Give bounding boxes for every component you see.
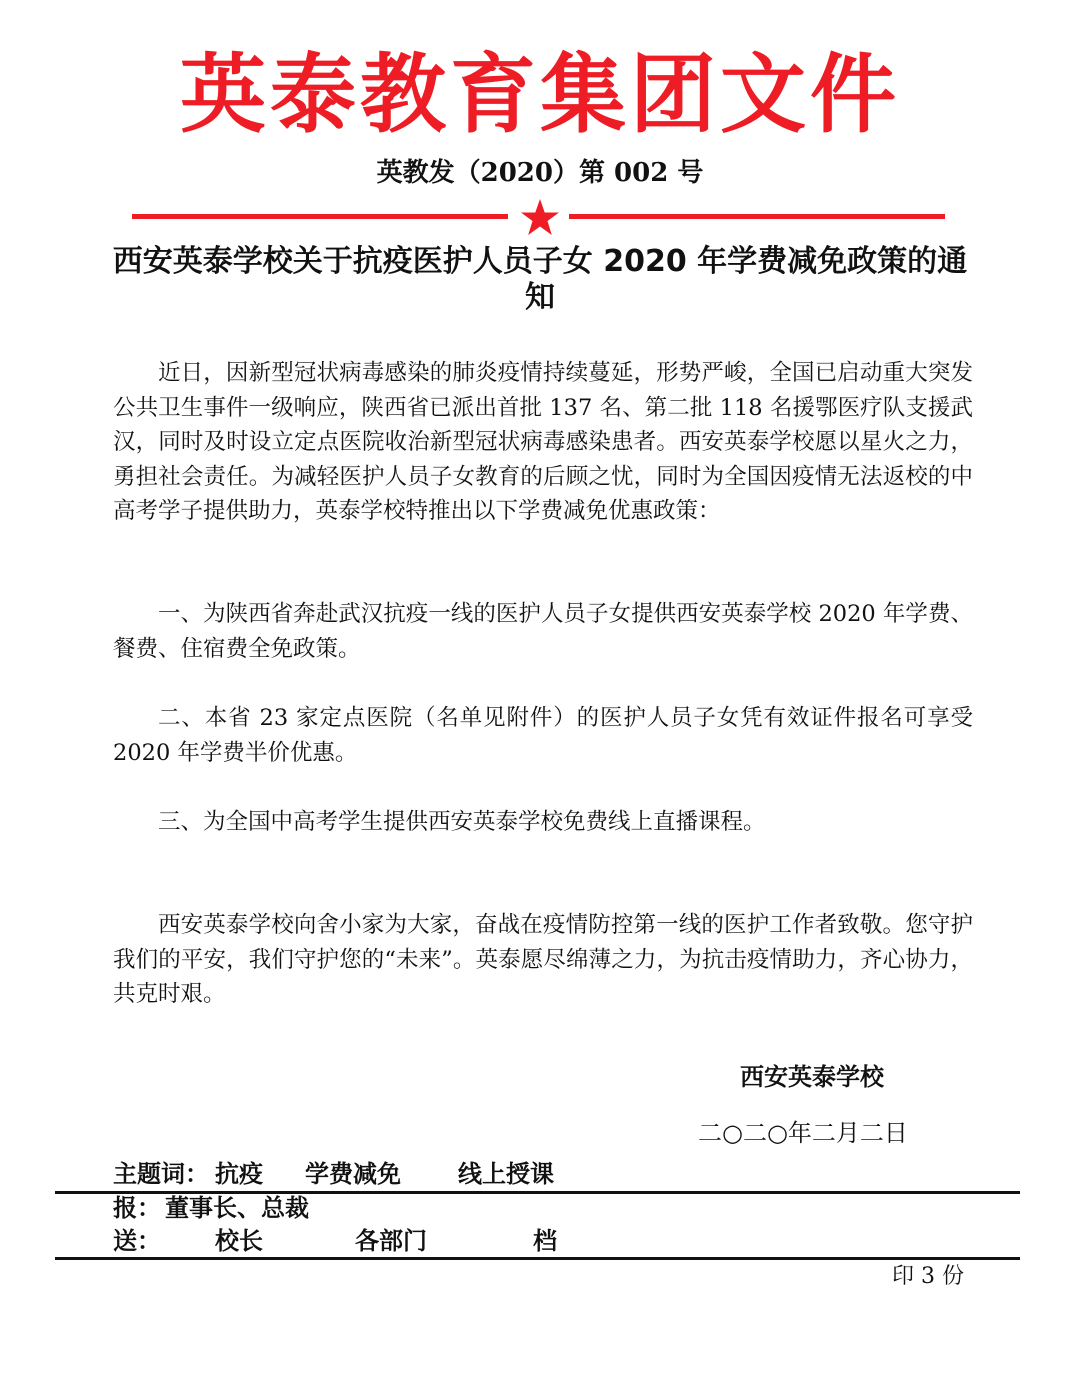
keyword-item: 抗疫 (215, 1159, 263, 1188)
keywords-label: 主题词： (113, 1159, 209, 1188)
signature-school: 西安英泰学校 (740, 1062, 884, 1091)
report-label: 报： (113, 1193, 161, 1222)
star-shape (521, 199, 559, 235)
copies-count: 印 3 份 (892, 1264, 964, 1289)
notice-title: 西安英泰学校关于抗疫医护人员子女 2020 年学费减免政策的通知 (112, 244, 968, 315)
report-recipients: 董事长、总裁 (165, 1193, 309, 1222)
send-recipient: 档 (533, 1226, 557, 1255)
keyword-item: 学费减免 (305, 1159, 401, 1188)
red-divider-left (132, 214, 508, 219)
policy-item-3: 三、为全国中高考学生提供西安英泰学校免费线上直播课程。 (158, 809, 766, 835)
red-divider-right (569, 214, 945, 219)
body-paragraph-intro: 近日，因新型冠状病毒感染的肺炎疫情持续蔓延，形势严峻，全国已启动重大突发公共卫生事件一级响应，陕西省已派出首批 137 名、第二批 118 名援鄂医疗队支援武汉，同时及时设立定点医院收治新型冠状病毒感染患者。西安英泰学校愿以星火之力，勇担社会责任。为减轻医护人员子女教育的后顾之忧，同时为全国因疫情无法返校的中高考学子提供助力，英泰学校特推出以下学费减免优惠政策： (113, 360, 973, 525)
send-recipient: 各部门 (355, 1226, 427, 1255)
body-paragraph-closing: 西安英泰学校向舍小家为大家，奋战在疫情防控第一线的医护工作者致敬。您守护我们的平安，我们守护您的“未来”。英泰愿尽绵薄之力，为抗击疫情助力，齐心协力，共克时艰。 (113, 912, 973, 1008)
send-label: 送： (113, 1226, 161, 1255)
send-recipient: 校长 (215, 1226, 263, 1255)
policy-item-2: 二、本省 23 家定点医院（名单见附件）的医护人员子女凭有效证件报名可享受 2020 年学费半价优惠。 (113, 705, 973, 766)
document-header-title: 英泰教育集团文件 (180, 45, 900, 145)
signature-date: 二○二○年二月二日 (698, 1119, 908, 1147)
footer-rule-bottom (55, 1257, 1020, 1260)
document-number: 英教发（2020）第 002 号 (376, 158, 704, 188)
policy-item-1: 一、为陕西省奔赴武汉抗疫一线的医护人员子女提供西安英泰学校 2020 年学费、餐费、住宿费全免政策。 (113, 601, 973, 662)
red-star-icon (520, 198, 560, 238)
keyword-item: 线上授课 (458, 1159, 554, 1188)
